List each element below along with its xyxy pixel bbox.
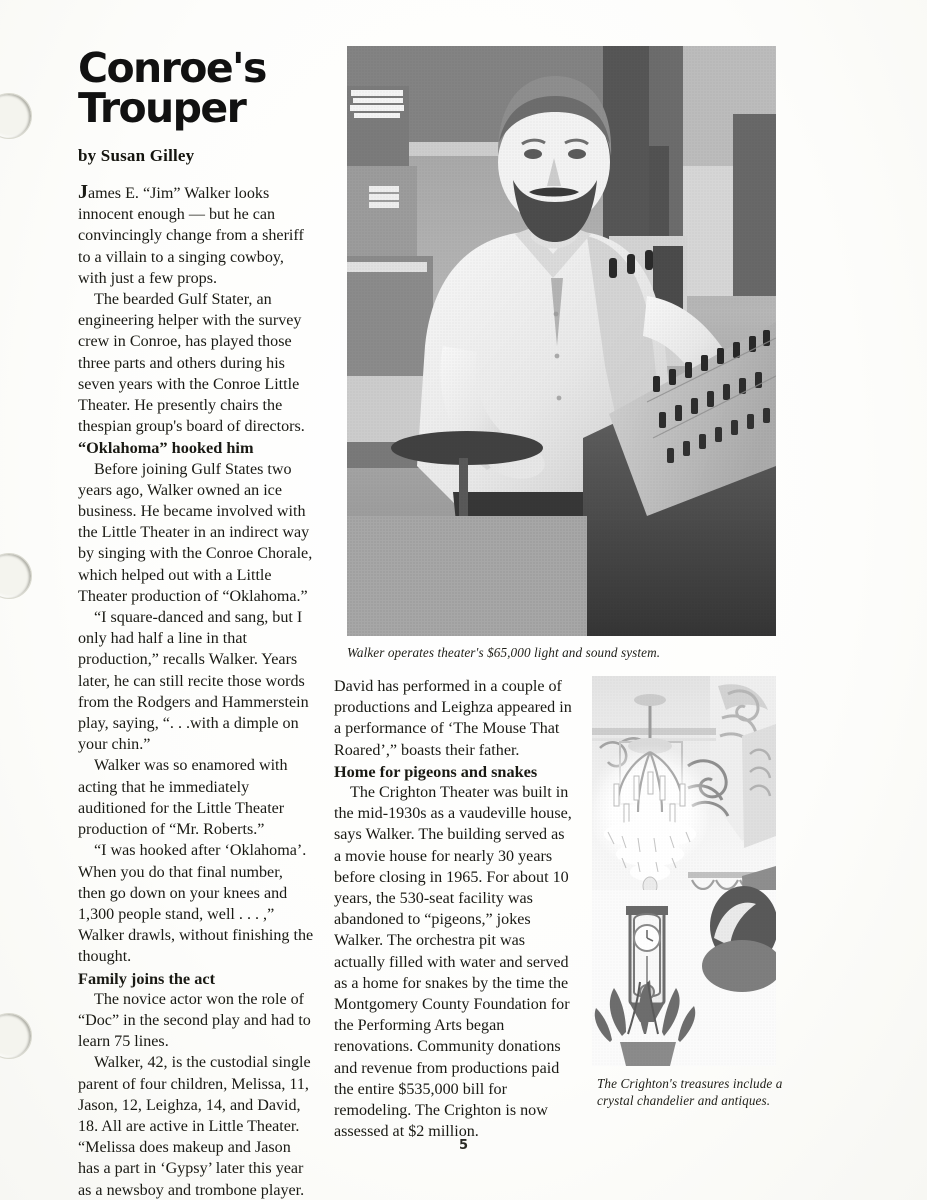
paragraph: Walker was so enamored with acting that he immediately auditioned for the Little Theater production of “Mr. Roberts.” <box>78 757 288 839</box>
subheading: “Oklahoma” hooked him <box>78 438 254 458</box>
caption-line-1: The Crighton's treasures include a <box>597 1076 783 1091</box>
photo-walker-at-console <box>347 46 776 636</box>
hole-punch-bottom <box>0 1013 32 1059</box>
headline-line-2: Trouper <box>78 84 246 133</box>
photo-crighton-svg <box>592 676 776 1066</box>
paragraph: Before joining Gulf States two years ago, Walker owned an ice business. He became involved with the Little Theater in an indirect way by singing with the Conroe Chorale, which helped out with a Little Theater production of “Oklahoma.” <box>78 460 313 605</box>
paragraph: “I was hooked after ‘Oklahoma’. When you do that final number, then go down on your knees and 1,300 people stand, well . . . ,” Walker drawls, without finishing the thought. <box>78 842 314 966</box>
article-column-2 <box>334 676 574 1142</box>
hole-punch-top <box>0 93 32 139</box>
page-number: 5 <box>458 1138 469 1153</box>
paragraph: The bearded Gulf Stater, an engineering helper with the survey crew in Conroe, has played those three parts and others during his seven years with the Conroe Little Theater. He presently chairs the thespian group's board of directors. <box>78 291 305 436</box>
article-column-1 <box>78 182 314 1201</box>
paragraph: “I square-danced and sang, but I only had half a line in that production,” recalls Walker. Years later, he can still recite those words from the Rodgers and Hammerstein play, saying, “. . .with a dimple on your chin.” <box>78 609 309 754</box>
headline-line-1: Conroe's <box>78 44 266 92</box>
paragraph: Walker, 42, is the custodial single parent of four children, Melissa, 11, Jason, 12, Leighza, 14, and David, 18. All are active in Little Theater. “Melissa does makeup and Jason has a part in ‘Gypsy’ later this year as a newsboy and trombone player. <box>78 1054 311 1199</box>
page-title <box>78 44 328 133</box>
photo-secondary-caption <box>597 1076 797 1109</box>
photo-main-caption: Walker operates theater's $65,000 light and sound system. <box>347 645 661 660</box>
paragraph: James E. “Jim” Walker looks innocent enough — but he can convincingly change from a sheriff to a villain to a singing cowboy, with just a few props. <box>78 181 304 287</box>
paragraph: The novice actor won the role of “Doc” in the second play and had to learn 75 lines. <box>78 990 311 1051</box>
paragraph: David has performed in a couple of productions and Leighza appeared in a performance of ‘The Mouse That Roared’,” boasts their father. <box>334 678 572 759</box>
paragraph: The Crighton Theater was built in the mid-1930s as a vaudeville house, says Walker. The building served as a movie house for nearly 30 years before closing in 1965. For about 10 years, the 530-seat facility was abandoned to “pigeons,” jokes Walker. The orchestra pit was actually filled with water and served as a home for snakes by the time the Montgomery County Foundation for the Performing Arts began renovations. Community donations and revenue from productions paid the entire $535,000 bill for remodeling. The Crighton is now assessed at $2 million. <box>334 784 572 1141</box>
subheading: Home for pigeons and snakes <box>334 761 538 781</box>
hole-punch-middle <box>0 553 32 599</box>
byline: by Susan Gilley <box>78 146 195 165</box>
caption-line-2: crystal chandelier and antiques. <box>597 1092 771 1108</box>
subheading: Family joins the act <box>78 968 216 988</box>
photo-crighton-interior <box>592 676 776 1066</box>
photo-walker-svg <box>347 46 776 636</box>
